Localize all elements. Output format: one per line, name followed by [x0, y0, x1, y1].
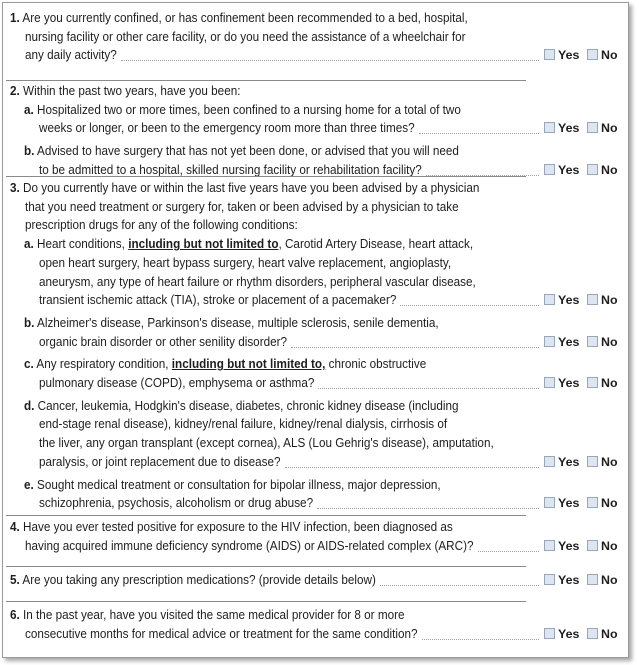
question-text-line [25, 539, 474, 553]
yes-label: Yes [558, 48, 580, 63]
text-fragment: end-stage renal disease), kidney/renal failure, kidney/renal dialysis, cirrhosis of [39, 417, 448, 432]
yes-checkbox[interactable] [544, 540, 555, 551]
yes-label: Yes [558, 573, 580, 587]
yes-checkbox[interactable] [544, 497, 555, 508]
text-fragment: the liver, any organ transplant (except cornea), ALS (Lou Gehrig's disease), amputation, [39, 436, 494, 451]
yes-checkbox[interactable] [544, 49, 555, 60]
no-checkbox[interactable] [587, 574, 598, 585]
no-checkbox[interactable] [587, 294, 598, 305]
question-text-line [25, 627, 418, 641]
dotted-leader [121, 60, 539, 61]
text-fragment: Are you taking any prescription medications? (provide details below) [19, 573, 376, 587]
no-checkbox[interactable] [587, 497, 598, 508]
yes-checkbox[interactable] [544, 122, 555, 133]
text-fragment: that you need treatment or surgery for, taken or been advised by a physician to take [25, 199, 459, 214]
item-number: 2. [10, 84, 20, 98]
yes-label: Yes [558, 293, 580, 308]
item-number: 5. [10, 573, 20, 587]
dotted-leader [380, 585, 539, 586]
item-number: d. [24, 398, 35, 413]
yes-label: Yes [558, 376, 580, 390]
yes-checkbox[interactable] [544, 336, 555, 347]
text-fragment: paralysis, or joint replacement due to disease? [39, 454, 281, 469]
text-fragment: Alzheimer's disease, Parkinson's disease, multiple sclerosis, senile dementia, [34, 315, 439, 330]
question-text-line [39, 163, 422, 177]
dotted-leader [317, 508, 539, 509]
no-label: No [601, 334, 618, 349]
text-fragment: pulmonary disease (COPD), emphysema or asthma? [39, 376, 315, 390]
health-questionnaire [2, 2, 629, 658]
question-text-line [39, 376, 314, 390]
no-checkbox[interactable] [587, 377, 598, 388]
question-text-line [24, 144, 459, 158]
text-fragment: Hospitalized two or more times, been confined to a nursing home for a total of two [33, 102, 461, 117]
text-fragment: Are you currently confined, or has confinement been recommended to a bed, hospital, [19, 11, 468, 25]
no-label: No [601, 626, 618, 641]
emphasis-text: including but not limited to [128, 237, 279, 252]
question-text-line [24, 237, 473, 251]
no-label: No [601, 496, 618, 511]
question-text-line [39, 121, 415, 135]
text-fragment: Have you ever tested positive for exposure to the HIV infection, been diagnosed as [19, 520, 453, 534]
question-text-line [24, 103, 461, 117]
no-label: No [601, 376, 618, 390]
no-label: No [601, 538, 618, 553]
text-fragment: Any respiratory condition, [33, 357, 172, 372]
no-label: No [601, 293, 618, 308]
item-number: a. [24, 237, 34, 252]
text-fragment: Cancer, leukemia, Hodgkin's disease, diabetes, chronic kidney disease (including [34, 398, 459, 413]
text-fragment: In the past year, have you visited the same medical provider for 8 or more [19, 608, 405, 622]
question-text-line [10, 11, 468, 25]
question-text-line [25, 218, 298, 232]
no-label: No [601, 454, 618, 469]
text-fragment: Within the past two years, have you been: [19, 84, 241, 98]
dotted-leader [422, 639, 539, 640]
section-divider [6, 515, 526, 516]
item-number: 6. [10, 608, 20, 622]
yes-label: Yes [558, 454, 580, 469]
question-text-line [25, 48, 117, 62]
text-fragment: having acquired immune deficiency syndrome (AIDS) or AIDS-related complex (ARC)? [25, 538, 474, 553]
section-divider [6, 176, 526, 177]
text-fragment: schizophrenia, psychosis, alcoholism or drug abuse? [39, 496, 314, 511]
item-number: 3. [10, 181, 20, 195]
text-fragment: Heart conditions, [33, 237, 129, 252]
text-fragment: weeks or longer, or been to the emergency room more than three times? [39, 121, 415, 136]
question-text-line [39, 335, 287, 349]
no-checkbox[interactable] [587, 164, 598, 175]
no-label: No [601, 573, 618, 587]
item-number: 1. [10, 11, 20, 25]
yes-checkbox[interactable] [544, 377, 555, 388]
item-number: 4. [10, 520, 20, 534]
question-text-line [39, 275, 476, 289]
yes-checkbox[interactable] [544, 456, 555, 467]
yes-checkbox[interactable] [544, 164, 555, 175]
question-text-line [25, 30, 466, 44]
dotted-leader [291, 347, 539, 348]
question-text-line [25, 200, 459, 214]
question-text-line [39, 436, 494, 450]
text-fragment: transient ischemic attack (TIA), stroke or placement of a pacemaker? [39, 293, 397, 308]
section-divider [6, 566, 526, 567]
question-text-line [24, 316, 439, 330]
text-fragment: consecutive months for medical advice or treatment for the same condition? [25, 626, 418, 641]
dotted-leader [478, 551, 539, 552]
dotted-leader [285, 467, 539, 468]
text-fragment: chronic obstructive [325, 357, 427, 372]
question-text-line [39, 293, 396, 307]
text-fragment: prescription drugs for any of the following conditions: [25, 218, 298, 233]
text-fragment: any daily activity? [25, 48, 117, 63]
text-fragment: Advised to have surgery that has not yet been done, or advised that you will need [34, 144, 459, 159]
item-number: a. [24, 102, 34, 117]
item-number: c. [24, 357, 34, 372]
yes-label: Yes [558, 538, 580, 553]
item-number: e. [24, 477, 34, 492]
dotted-leader [318, 388, 539, 389]
item-number: b. [24, 144, 35, 159]
yes-checkbox[interactable] [544, 628, 555, 639]
question-text-line [24, 357, 426, 371]
question-text-line [10, 84, 240, 98]
emphasis-text: including but not limited to, [171, 357, 326, 372]
dotted-leader [400, 305, 539, 306]
question-text-line [39, 455, 281, 469]
text-fragment: aneurysm, any type of heart failure or rhythm disorders, peripheral vascular disease, [39, 274, 476, 289]
question-text-line [10, 573, 376, 587]
text-fragment: , Carotid Artery Disease, heart attack, [278, 237, 474, 252]
dotted-leader [426, 175, 539, 176]
no-checkbox[interactable] [587, 336, 598, 347]
question-text-line [10, 520, 453, 534]
question-text-line [10, 608, 405, 622]
yes-checkbox[interactable] [544, 294, 555, 305]
section-divider [6, 80, 526, 81]
text-fragment: nursing facility or other care facility, or do you need the assistance of a wheelchair for [25, 29, 466, 44]
text-fragment: Sought medical treatment or consultation for bipolar illness, major depression, [33, 477, 441, 492]
no-label: No [601, 121, 618, 136]
no-checkbox[interactable] [587, 49, 598, 60]
question-text-line [39, 496, 313, 510]
yes-label: Yes [558, 496, 580, 511]
no-label: No [601, 162, 618, 177]
no-checkbox[interactable] [587, 540, 598, 551]
text-fragment: open heart surgery, heart bypass surgery, heart valve replacement, angioplasty, [39, 255, 452, 270]
question-text-line [24, 478, 441, 492]
no-checkbox[interactable] [587, 122, 598, 133]
text-fragment: Do you currently have or within the last five years have you been advised by a physician [19, 181, 480, 195]
text-fragment: organic brain disorder or other senility disorder? [39, 334, 288, 349]
no-checkbox[interactable] [587, 456, 598, 467]
no-checkbox[interactable] [587, 628, 598, 639]
text-fragment: to be admitted to a hospital, skilled nursing facility or rehabilitation facility? [39, 162, 422, 177]
yes-label: Yes [558, 334, 580, 349]
dotted-leader [419, 133, 539, 134]
question-text-line [39, 417, 447, 431]
yes-label: Yes [558, 162, 580, 177]
yes-checkbox[interactable] [544, 574, 555, 585]
question-text-line [24, 399, 459, 413]
item-number: b. [24, 315, 35, 330]
question-text-line [39, 256, 451, 270]
yes-label: Yes [558, 121, 580, 136]
no-label: No [601, 48, 618, 63]
section-divider [6, 601, 526, 602]
question-text-line [10, 181, 479, 195]
yes-label: Yes [558, 626, 580, 641]
